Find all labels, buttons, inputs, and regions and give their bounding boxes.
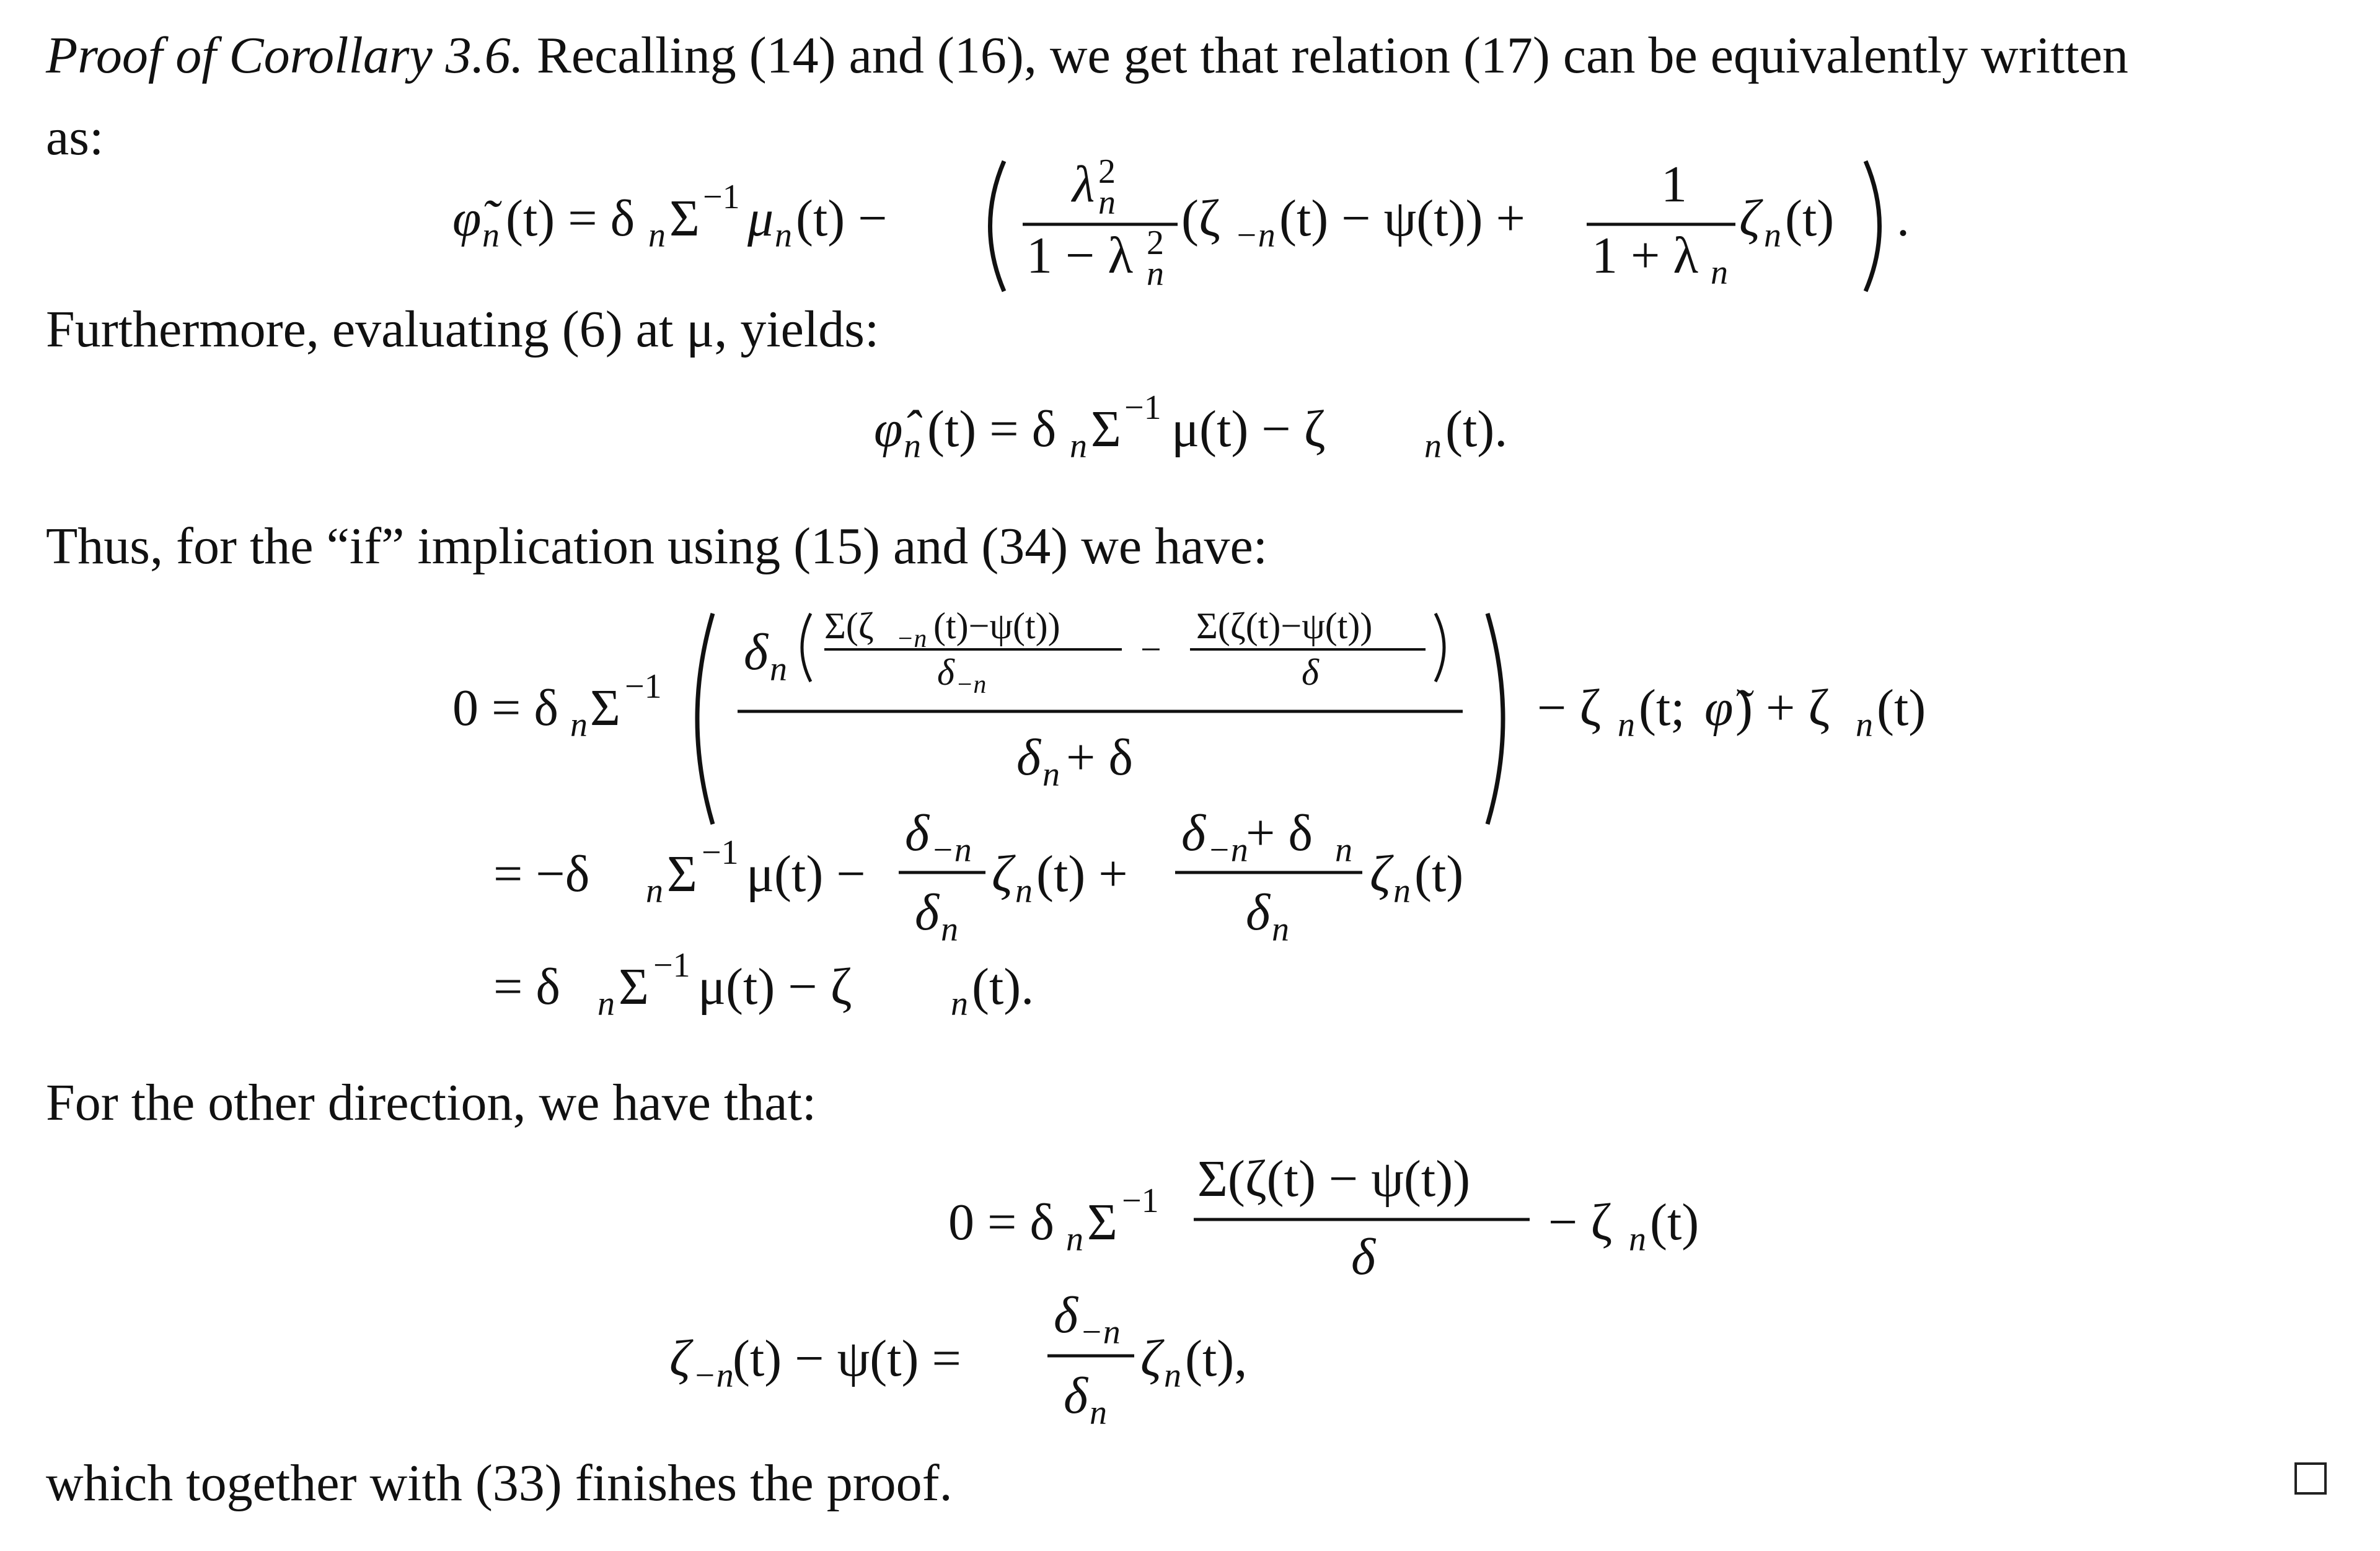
svg-text:ζ: ζ <box>1140 1330 1162 1387</box>
eq1-part-a: (t) = δ <box>506 190 635 247</box>
svg-text:2: 2 <box>1098 152 1116 191</box>
svg-text:n: n <box>1066 1220 1083 1259</box>
svg-text:(t): (t) <box>1877 679 1926 737</box>
svg-text:n: n <box>1764 216 1781 255</box>
svg-text:(t): (t) <box>1650 1193 1699 1251</box>
proof-label: Proof of Corollary 3.6. <box>46 27 524 84</box>
svg-text:(t),: (t), <box>1185 1330 1248 1387</box>
svg-text:n: n <box>1015 872 1033 910</box>
svg-text:n: n <box>1098 183 1116 222</box>
svg-text:δ: δ <box>1054 1286 1078 1344</box>
svg-text:μ: μ <box>747 190 774 247</box>
svg-text:Σ: Σ <box>1087 1193 1117 1251</box>
svg-text:(t) − ψ(t)) +: (t) − ψ(t)) + <box>1279 190 1525 247</box>
paragraph-proof-intro-cont: as: <box>46 108 104 166</box>
svg-text:−1: −1 <box>1124 389 1161 427</box>
equation-2 <box>868 384 1549 483</box>
svg-text:− ζ: − ζ <box>1537 679 1602 737</box>
svg-text:2: 2 <box>1147 224 1164 262</box>
svg-text:δ: δ <box>1246 884 1271 941</box>
svg-text:n: n <box>775 216 792 255</box>
svg-text:−1: −1 <box>625 667 662 706</box>
svg-text:Σ(ζ(t)−ψ(t)): Σ(ζ(t)−ψ(t)) <box>1196 605 1373 646</box>
eq3-line2: = −δ <box>493 845 590 903</box>
svg-text:(t)−ψ(t)): (t)−ψ(t)) <box>933 605 1060 646</box>
svg-text:n: n <box>1147 255 1164 293</box>
svg-text:−1: −1 <box>1122 1182 1159 1220</box>
svg-text:(t) = δ: (t) = δ <box>927 400 1057 458</box>
svg-text:n: n <box>1629 1220 1646 1259</box>
paragraph-conclusion: which together with (33) finishes the proof. <box>46 1454 953 1512</box>
svg-text:) + ζ: ) + ζ <box>1735 679 1830 737</box>
svg-text:n: n <box>1164 1356 1181 1395</box>
svg-text:n: n <box>570 706 588 744</box>
svg-text:ζ: ζ <box>1370 845 1391 903</box>
svg-text:n: n <box>1618 706 1635 744</box>
svg-text:−1: −1 <box>653 946 690 985</box>
svg-text:Σ(ζ: Σ(ζ <box>824 605 874 646</box>
eq1-frac2-den: 1 + λ <box>1592 227 1699 284</box>
svg-text:−1: −1 <box>702 833 739 872</box>
svg-text:n: n <box>1070 427 1087 465</box>
svg-text:δ: δ <box>1351 1228 1376 1286</box>
eq1-left-paren <box>990 161 1005 291</box>
eq1-lhs-sub: n <box>482 216 500 255</box>
svg-text:n: n <box>648 216 666 255</box>
eq3-line3: = δ <box>493 958 560 1016</box>
svg-text:n: n <box>1272 910 1289 949</box>
eq3-inner-right-paren <box>1435 613 1444 682</box>
svg-text:−n: −n <box>956 670 987 699</box>
svg-text:μ(t) − ζ: μ(t) − ζ <box>1171 400 1326 458</box>
svg-text:δ: δ <box>1016 729 1041 786</box>
eq4-line2: ζ <box>669 1330 691 1387</box>
svg-text:n: n <box>1042 755 1060 794</box>
svg-text:−n: −n <box>1235 216 1276 255</box>
svg-text:(t) +: (t) + <box>1036 845 1128 903</box>
paragraph-other-direction: For the other direction, we have that: <box>46 1074 817 1131</box>
svg-text:δ: δ <box>905 804 930 862</box>
paragraph-furthermore: Furthermore, evaluating (6) at μ, yields: <box>46 301 879 358</box>
eq1-frac1-den: 1 − λ <box>1026 227 1134 284</box>
svg-text:+ δ: + δ <box>1066 729 1133 786</box>
svg-text:n: n <box>770 650 787 688</box>
paragraph-if-implication: Thus, for the “if” implication using (15) and (34) we have: <box>46 517 1268 575</box>
svg-text:+ δ: + δ <box>1246 804 1313 862</box>
svg-text:−n: −n <box>1207 831 1248 869</box>
svg-text:(t): (t) <box>1414 845 1464 903</box>
eq3-line1-lhs: 0 = δ <box>452 679 558 737</box>
svg-text:μ(t) − ζ: μ(t) − ζ <box>698 958 852 1016</box>
svg-text:Σ: Σ <box>669 190 700 247</box>
svg-text:−n: −n <box>896 625 927 653</box>
svg-text:−: − <box>1140 629 1161 670</box>
svg-text:(t) −: (t) − <box>796 190 888 247</box>
svg-text:ζ: ζ <box>1739 190 1761 247</box>
svg-text:φ̃: φ̃ <box>1704 679 1734 737</box>
svg-text:−1: −1 <box>703 178 740 216</box>
eq3-big-left-paren <box>697 613 713 824</box>
svg-text:n: n <box>597 985 615 1023</box>
svg-text:Σ(ζ(t) − ψ(t)): Σ(ζ(t) − ψ(t)) <box>1197 1153 1471 1208</box>
svg-text:(t;: (t; <box>1639 679 1685 737</box>
eq1-lhs: φ̃ <box>452 190 482 247</box>
svg-text:δ: δ <box>1302 652 1319 693</box>
svg-text:μ(t) −: μ(t) − <box>746 845 866 903</box>
svg-text:n: n <box>1856 706 1873 744</box>
svg-text:.: . <box>1897 190 1910 247</box>
eq2-lhs: φ̂ <box>874 400 903 458</box>
equation-4 <box>657 1153 1773 1438</box>
svg-text:δ: δ <box>1181 804 1206 862</box>
svg-text:Σ: Σ <box>667 845 697 903</box>
svg-text:Σ: Σ <box>619 958 649 1016</box>
eq3-inner-left-paren <box>802 613 811 682</box>
eq1-right-paren <box>1866 161 1880 291</box>
eq1-frac1-num: λ <box>1072 156 1095 213</box>
svg-text:Σ: Σ <box>590 679 620 737</box>
svg-text:−n: −n <box>693 1356 734 1395</box>
proof-intro-text: Recalling (14) and (16), we get that relation (17) can be equivalently written <box>523 27 2128 84</box>
eq4-line1: 0 = δ <box>948 1193 1054 1251</box>
svg-text:n: n <box>1711 253 1728 292</box>
svg-text:δ: δ <box>915 884 940 941</box>
svg-text:(t): (t) <box>1785 190 1835 247</box>
svg-text:−n: −n <box>931 831 972 869</box>
svg-text:δ: δ <box>937 652 954 693</box>
svg-text:(ζ: (ζ <box>1181 190 1220 247</box>
svg-text:n: n <box>951 985 968 1023</box>
svg-text:n: n <box>1335 831 1352 869</box>
svg-text:−n: −n <box>1080 1313 1121 1351</box>
svg-text:− ζ: − ζ <box>1548 1193 1613 1251</box>
equation-3 <box>446 595 1996 1041</box>
svg-text:n: n <box>1090 1394 1107 1432</box>
svg-text:δ: δ <box>744 623 769 681</box>
qed-square-icon <box>2294 1462 2327 1495</box>
svg-text:n: n <box>1393 872 1411 910</box>
svg-text:ζ: ζ <box>992 845 1013 903</box>
paragraph-proof-intro <box>46 27 2128 84</box>
svg-text:n: n <box>1424 427 1442 465</box>
svg-text:n: n <box>941 910 958 949</box>
svg-text:δ: δ <box>1064 1367 1088 1425</box>
eq3-big-right-paren <box>1488 613 1503 824</box>
svg-text:(t).: (t). <box>972 958 1034 1016</box>
svg-text:Σ: Σ <box>1091 400 1121 458</box>
svg-text:(t) − ψ(t) =: (t) − ψ(t) = <box>733 1330 961 1387</box>
eq1-frac2-num: 1 <box>1661 156 1687 213</box>
svg-text:n: n <box>646 872 663 910</box>
svg-text:(t).: (t). <box>1445 400 1508 458</box>
equation-1 <box>446 149 1934 304</box>
svg-text:n: n <box>904 427 921 465</box>
